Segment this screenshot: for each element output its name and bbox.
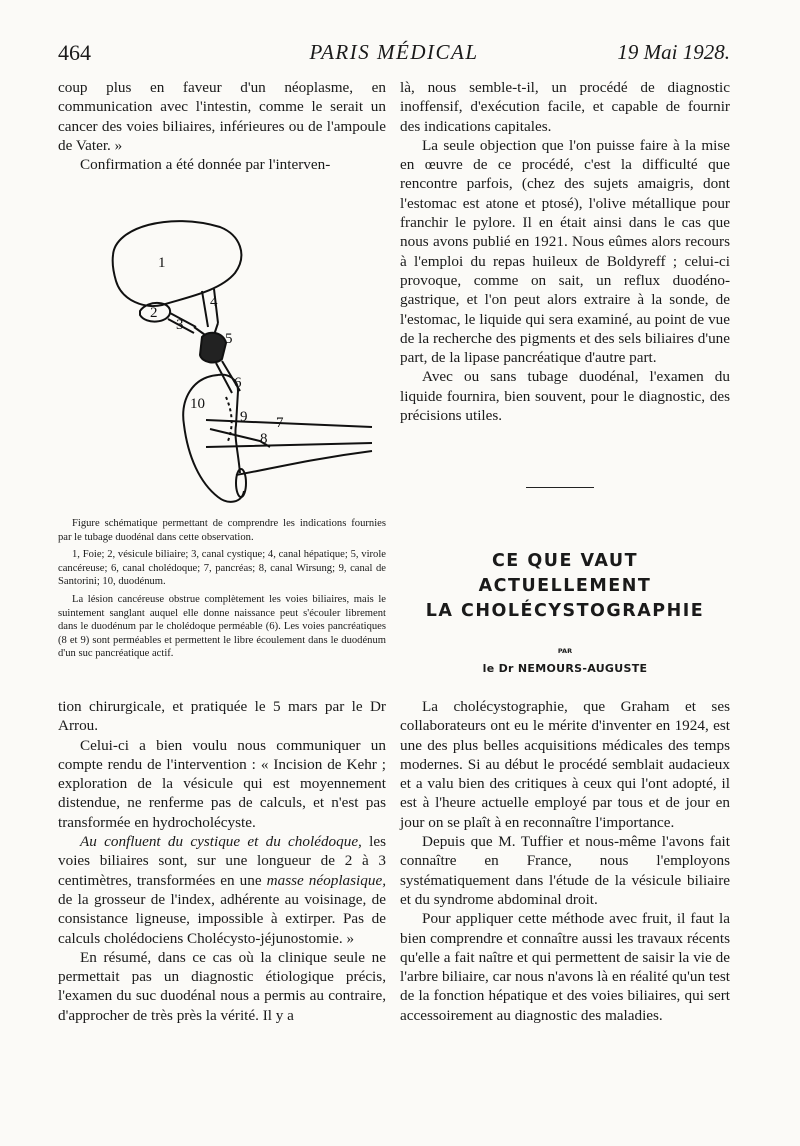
article-title-line: LA CHOLÉCYSTOGRAPHIE [425, 601, 705, 621]
right-column-top [400, 78, 730, 425]
paragraph: coup plus en faveur d'un néoplasme, en communication avec l'intestin, comme le serait un cancer des voies biliaires, inférieures ou de l'ampoule de Vater. » [58, 79, 386, 154]
paragraph [58, 832, 386, 948]
figure-label-2: 2 [150, 305, 158, 321]
paragraph: là, nous semble-t-il, un procédé de diagnostic inoffensif, d'exécution facile, et capable de fournir des indications capitales. [400, 79, 730, 135]
text-run: de la grosseur de l'index, adhérente au voisinage, de consistance ligneuse, impossible à extirper. Pas de calculs cholédociens Cholécysto-jéjunostomie. » [58, 890, 386, 947]
figure-label-10: 10 [190, 396, 205, 412]
figure-label-7: 7 [276, 415, 284, 431]
author-line [400, 662, 730, 675]
running-header [58, 40, 730, 70]
paragraph: Pour appliquer cette méthode avec fruit, il faut la bien comprendre et connaître aussi les travaux récents qu'elle a fait naître et qui permettent de saisir la vie de l'arbre biliaire, car nous n'avons là en réalité qu'un test de la fonction hépatique et des voies biliaires, qui sert accessoirement au diagnostic des maladies. [400, 910, 730, 1024]
caption-title: Figure schématique permettant de comprendre les indications fournies par le tubage duodénal dans cette observation. [58, 518, 386, 543]
journal-title: PARIS MÉDICAL [309, 40, 479, 64]
paragraph: Celui-ci a bien voulu nous communiquer un compte rendu de l'intervention : « Incision de Kehr ; exploration de la vésicule qui est moyennement distendue, ne renferme pas de calculs, et n'est pas transformée en hydrocholécyste. [58, 736, 386, 831]
figure-label-3: 3 [176, 317, 184, 333]
article-title-line: ACTUELLEMENT [478, 576, 652, 596]
duodenum-inner [235, 391, 240, 473]
author-name: NEMOURS-AUGUSTE [517, 662, 648, 675]
page-number: 464 [58, 40, 91, 65]
anatomical-figure [110, 215, 380, 510]
article-title-line: CE QUE VAUT [491, 551, 639, 571]
italic-phrase: masse néoplasique, [266, 871, 386, 889]
duodenum-outer [183, 375, 244, 502]
liver-shape [113, 221, 242, 306]
figure-label-6: 6 [234, 375, 242, 391]
paragraph: Confirmation a été donnée par l'interven- [80, 156, 331, 174]
figure-label-8: 8 [260, 431, 268, 447]
figure-caption [58, 517, 386, 665]
paragraph: Depuis que M. Tuffier et nous-même l'avons fait connaître en France, nous l'employons systématiquement dans l'étude de la vésicule biliaire et du syndrome abdominal droit. [400, 833, 730, 908]
right-column-bottom [400, 697, 730, 1025]
paragraph: La seule objection que l'on puisse faire à la mise en œuvre de ce procédé, c'est la difficulté que rencontre parfois, (chez des sujets amaigris, dont l'estomac est atone et ptosé), l'olive métallique pour franchir le pylore. Il en était ainsi dans le cas que nous avons publié en 1921. Nous eûmes alors recours à l'emploi du repas huileux de Boldyreff ; celui-ci provoque, comme on sait, un reflux duodéno-gastrique, et l'on peut alors extraire à la sonde, de l'estomac, le liquide qui sera examiné, au point de vue de la recherche des pigments et des sels biliaires d'une part, de la lipase pancréatique d'autre part. [400, 136, 730, 367]
caption-note: La lésion cancéreuse obstrue complètement les voies biliaires, mais le suintement sanglant auquel elle donne naissance peut s'écouler librement dans le duodénum par le cholédoque perméable (6). Les voies pancréatiques (8 et 9) sont perméables et permettent le libre écoulement dans le duodénum d'un suc pancréatique actif. [58, 593, 386, 660]
article-title [400, 549, 730, 624]
tumor-collar [200, 333, 226, 363]
caption-legend: 1, Foie; 2, vésicule biliaire; 3, canal cystique; 4, canal hépatique; 5, virole cancéreuse; 6, canal cholédoque; 7, pancréas; 8, canal Wirsung; 9, canal de Santorini; 10, duodénum. [58, 549, 386, 588]
paragraph: Avec ou sans tubage duodénal, l'examen du liquide fournira, bien souvent, pour le diagnostic, des précisions utiles. [400, 368, 730, 425]
section-divider [526, 487, 594, 488]
left-column-top [58, 78, 386, 174]
issue-date: 19 Mai 1928. [617, 40, 730, 64]
text-run: les voies biliaires sont, sur une longueur de 2 à 3 centimètres, transformées en une [58, 833, 386, 889]
paragraph: La cholécystographie, que Graham et ses collaborateurs ont eu le mérite d'inventer en 1924, est une des plus belles acquisitions médicales des temps modernes. Si au début le procédé semblait audacieux et a valu bien des critiques à ceux qui l'ont adopté, il est à l'heure actuelle employé par tous et de jour en jour on se plaît à en reconnaître l'importance. [400, 698, 730, 831]
figure-label-5: 5 [225, 331, 233, 347]
paragraph: En résumé, dans ce cas où la clinique seule ne permettait pas un diagnostic étiologique précis, l'examen du suc duodénal nous a permis au contraire, d'approcher de très près la vérité. Il y a [58, 948, 386, 1024]
author-prefix: le Dr [482, 662, 514, 675]
italic-phrase: Au confluent du cystique et du cholédoque, [80, 833, 362, 851]
figure-label-1: 1 [158, 255, 166, 271]
left-column-bottom [58, 697, 386, 1025]
paragraph: tion chirurgicale, et pratiquée le 5 mars par le Dr Arrou. [58, 698, 386, 735]
figure-label-4: 4 [210, 294, 218, 310]
byline-par: PAR [557, 647, 573, 655]
figure-label-9: 9 [240, 409, 248, 425]
